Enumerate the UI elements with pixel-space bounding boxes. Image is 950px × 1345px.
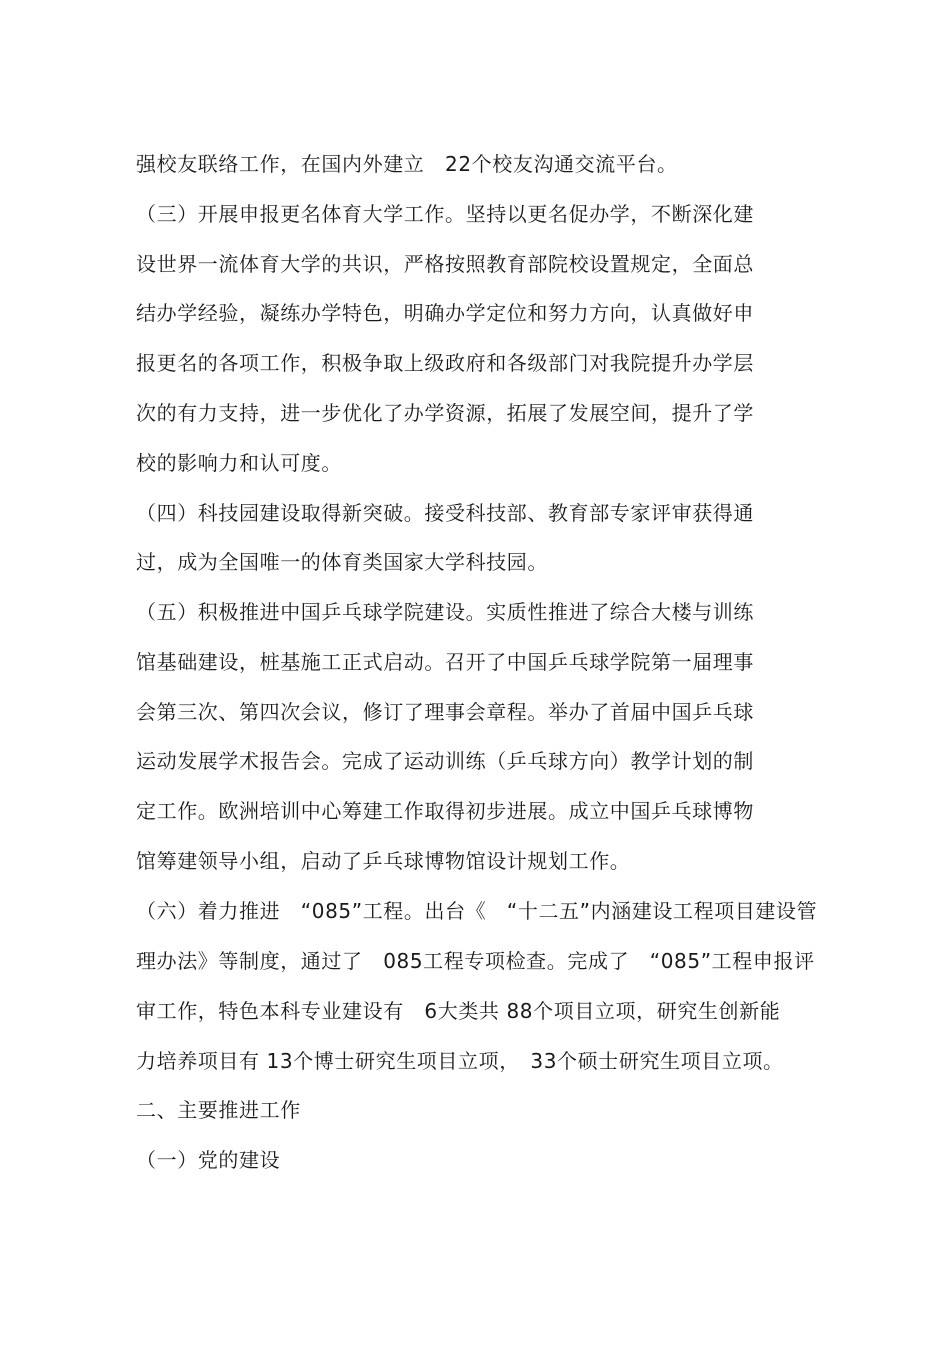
text-line: 报更名的各项工作，积极争取上级政府和各级部门对我院提升办学层 — [136, 351, 754, 375]
text-line: 校的影响力和认可度。 — [136, 451, 342, 475]
text-line: （三）开展申报更名体育大学工作。坚持以更名促办学，不断深化建 — [136, 202, 754, 226]
section-heading: 二、主要推进工作 — [136, 1098, 301, 1122]
text-line: 审工作，特色本科专业建设有 6大类共 88个项目立项，研究生创新能 — [136, 999, 781, 1023]
text-line: 设世界一流体育大学的共识，严格按照教育部院校设置规定，全面总 — [136, 252, 754, 276]
text-line: 力培养项目有 13个博士研究生项目立项， 33个硕士研究生项目立项。 — [136, 1049, 784, 1073]
text-line: 强校友联络工作，在国内外建立 22个校友沟通交流平台。 — [136, 152, 678, 176]
subsection-heading: （一）党的建设 — [136, 1148, 281, 1172]
text-line: 定工作。欧洲培训中心筹建工作取得初步进展。成立中国乒乓球博物 — [136, 799, 754, 823]
text-line: 次的有力支持，进一步优化了办学资源，拓展了发展空间，提升了学 — [136, 401, 754, 425]
text-line: （五）积极推进中国乒乓球学院建设。实质性推进了综合大楼与训练 — [136, 600, 754, 624]
text-line: 会第三次、第四次会议，修订了理事会章程。举办了首届中国乒乓球 — [136, 700, 754, 724]
text-line: 馆筹建领导小组，启动了乒乓球博物馆设计规划工作。 — [136, 849, 631, 873]
text-line: 馆基础建设，桩基施工正式启动。召开了中国乒乓球学院第一届理事 — [136, 650, 754, 674]
text-line: （四）科技园建设取得新突破。接受科技部、教育部专家评审获得通 — [136, 501, 754, 525]
text-line: 理办法》等制度，通过了 085工程专项检查。完成了 “085”工程申报评 — [136, 949, 815, 973]
text-line: 结办学经验，凝练办学特色，明确办学定位和努力方向，认真做好申 — [136, 301, 754, 325]
text-line: 过，成为全国唯一的体育类国家大学科技园。 — [136, 550, 548, 574]
text-line: （六）着力推进 “085”工程。出台《 “十二五”内涵建设工程项目建设管 — [136, 899, 818, 923]
text-line: 运动发展学术报告会。完成了运动训练（乒乓球方向）教学计划的制 — [136, 749, 754, 773]
